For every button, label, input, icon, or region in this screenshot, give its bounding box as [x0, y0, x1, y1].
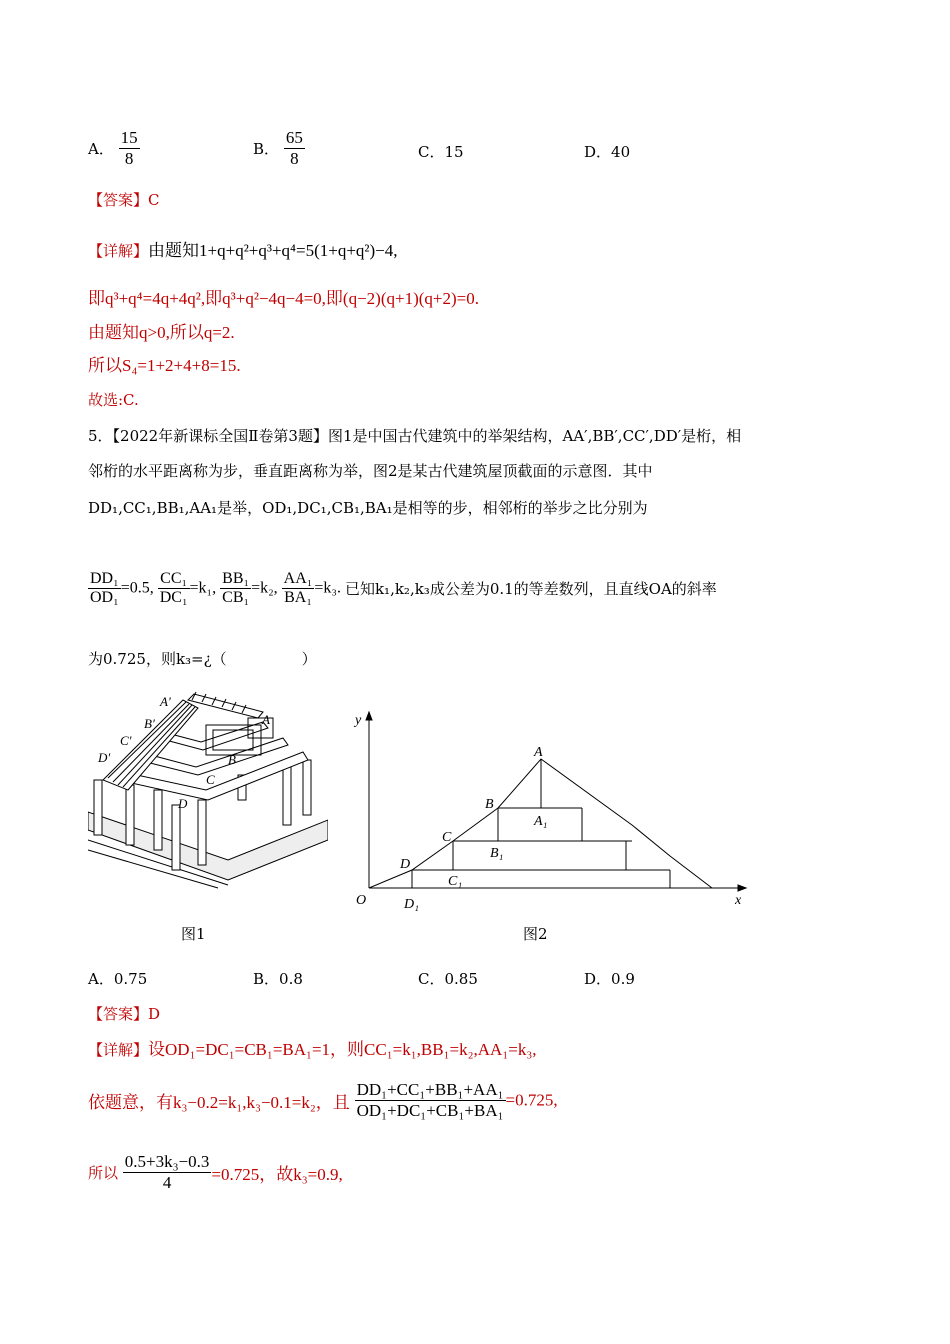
option-letter: A．: [88, 140, 114, 158]
figure-1-caption: 图1: [181, 925, 206, 943]
q5-option-c: C．0.85: [418, 970, 478, 988]
q4-answer: 【答案】C: [88, 191, 160, 209]
q4-detail-line-2: 即q³+q⁴=4q+4q²,即q³+q²−4q−4=0,即(q−2)(q+1)(q+2)=0.: [88, 289, 479, 308]
q4-detail-line-1: 【详解】由题知1+q+q²+q³+q⁴=5(1+q+q²)−4,: [88, 241, 398, 260]
detail-fraction: $\frac{\text{DD₁+CC₁+BB₁+AA₁}}{\text{OD₁+DC₁+CB₁+BA₁}}$: [356, 1080, 504, 1120]
q5-answer: 【答案】D: [88, 1005, 161, 1023]
q5-detail-line-1: 【详解】设OD₁=DC₁=CB₁=BA₁=1，则CC₁=k₁,BB₁=k₂,AA₁=k₃,: [88, 1040, 537, 1059]
q5-option-b: B．0.8: [253, 970, 303, 988]
ratio-fraction: $\frac{\text{AA₁}}{\text{BA₁}}$: [283, 570, 313, 606]
fig1-label-a-prime: A′: [160, 694, 171, 709]
q5-stem-last: 为0.725，则k₃=¿（ ）: [88, 650, 317, 668]
figure-1-roof-structure: [88, 690, 328, 890]
fig2-label-x: x: [735, 893, 742, 908]
fig2-label-c1: C₁: [448, 874, 463, 889]
fig1-label-c-prime: C′: [120, 733, 132, 748]
fig2-label-y: y: [355, 713, 362, 728]
q5-stem-line-1: 5．【2022年新课标全国Ⅱ卷第3题】图1是中国古代建筑中的举架结构，AA′,BB′,CC′,DD′是桁，相: [88, 427, 742, 445]
fig2-label-a: A: [534, 745, 543, 760]
ratio-fraction: $\frac{\text{CC₁}}{\text{DC₁}}$: [159, 570, 188, 606]
fig2-label-b1: B₁: [490, 846, 504, 861]
q5-ratio-line: $\frac{\text{DD₁}}{\text{OD₁}}$ =0.5, $\frac{\text{CC₁}}{\text{DC₁}}$ =k₁, $\frac{\text{BB₁}}{\text{CB₁}}$ =k₂, $\frac{\text{AA₁}}{\text{BA₁}}$ =k₃. 已知k₁,k₂,k₃成公差为0.1的等差数列，且直线OA的斜率: [90, 570, 717, 606]
ratio-fraction: $\frac{\text{DD₁}}{\text{OD₁}}$: [90, 570, 119, 606]
fig2-label-a1: A₁: [534, 814, 548, 829]
q4-detail-line-3: 由题知q>0,所以q=2.: [88, 323, 235, 342]
q4-detail-line-4: 所以S₄=1+2+4+8=15.: [88, 356, 241, 375]
q5-option-a: A．0.75: [88, 970, 148, 988]
figure-2-cross-section: [350, 708, 750, 918]
option-letter: B．: [253, 140, 280, 158]
fig1-label-d-prime: D′: [98, 750, 111, 765]
q5-stem-line-3: DD₁,CC₁,BB₁,AA₁是举，OD₁,DC₁,CB₁,BA₁是相等的步，相邻桁的举步之比分别为: [88, 499, 648, 517]
fig2-label-c: C: [442, 830, 452, 845]
q4-detail-line-5: 故选:C.: [88, 391, 139, 409]
q5-option-d: D．0.9: [584, 970, 635, 988]
fig1-label-c: C: [206, 772, 215, 787]
q4-option-c: C．15: [418, 143, 464, 161]
q5-detail-line-3: 所以 $\frac{\text{0.5+3k₃−0.3}}{4}$ =0.725，故k₃=0.9,: [88, 1152, 343, 1192]
fig2-label-b: B: [485, 797, 494, 812]
option-fraction: $\frac{15}{8}$: [120, 128, 138, 168]
fig1-label-d: D: [178, 796, 188, 811]
fig1-label-b: B: [228, 752, 236, 767]
fig1-label-a: A: [262, 712, 270, 727]
ratio-fraction: $\frac{\text{BB₁}}{\text{CB₁}}$: [222, 570, 250, 606]
fig2-label-o: O: [356, 893, 367, 908]
q4-option-d: D．40: [584, 143, 631, 161]
fig2-label-d1: D₁: [404, 897, 419, 912]
q4-option-a: [88, 128, 140, 169]
q5-stem-line-2: 邻桁的水平距离称为步，垂直距离称为举，图2是某古代建筑屋顶截面的示意图．其中: [88, 462, 653, 480]
q5-detail-line-2: 依题意，有k₃−0.2=k₁,k₃−0.1=k₂，且 $\frac{\text{DD₁+CC₁+BB₁+AA₁}}{\text{OD₁+DC₁+CB₁+BA₁}}$ =0.725,: [88, 1080, 558, 1120]
figure-2-caption: 图2: [523, 925, 548, 943]
detail-fraction: $\frac{\text{0.5+3k₃−0.3}}{4}$: [124, 1152, 210, 1192]
q4-option-b: [253, 128, 305, 169]
fig1-label-b-prime: B′: [144, 716, 155, 731]
fig2-label-d: D: [400, 857, 411, 872]
option-fraction: $\frac{65}{8}$: [285, 128, 303, 168]
